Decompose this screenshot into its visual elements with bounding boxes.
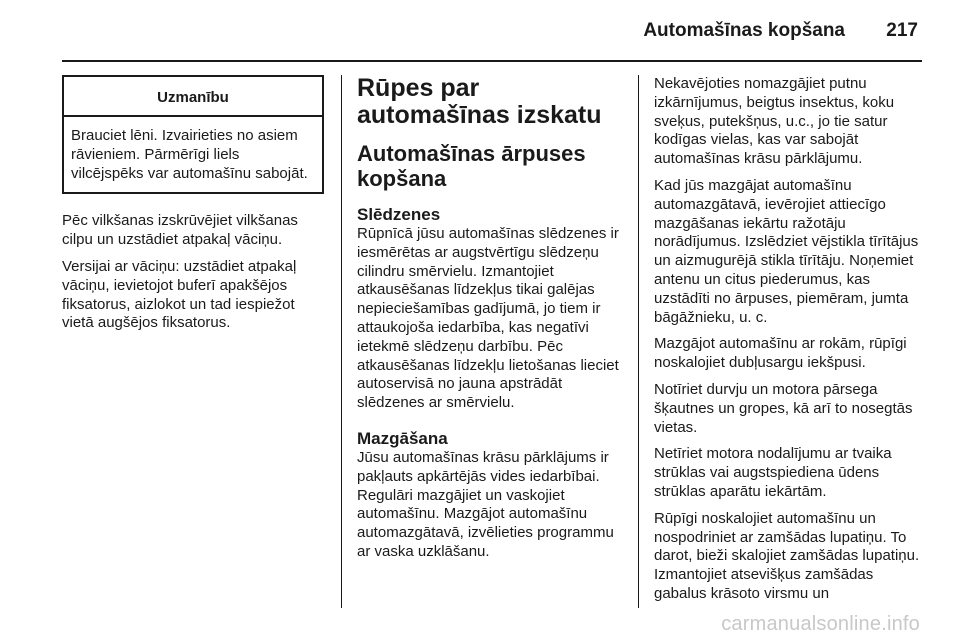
column-left <box>62 75 324 341</box>
paragraph-chamois: Rūpīgi noskalojiet automašīnu un nospodriniet ar zamšādas lupatiņu. To darot, bieži skalojiet zamšādas lupatiņu. Izmantojiet atsevišķus zamšādas gabalus krāsoto virsmu un <box>654 509 920 602</box>
column-divider-right <box>638 75 639 608</box>
watermark: carmanualsonline.info <box>721 613 920 635</box>
paragraph-bird-droppings: Nekavējoties nomazgājiet putnu izkārnījumus, beigtus insektus, koku sveķus, putekšņus, u.c., jo tie satur kodīgas vielas, kas var sabojāt automašīnas krāsu pārklājumu. <box>654 75 895 168</box>
section-heading: Automašīnas ārpuses kopšana <box>357 141 586 191</box>
page-header <box>0 0 960 60</box>
paragraph-towing-eye: Pēc vilkšanas izskrūvējiet vilkšanas cilpu un uzstādiet atpakaļ vāciņu. <box>62 212 298 249</box>
subheading-locks: Slēdzenes <box>357 205 441 224</box>
chapter-heading: Rūpes par automašīnas izskatu <box>357 74 602 129</box>
notice-title: Uzmanību <box>64 77 322 117</box>
notice-body: Brauciet lēni. Izvairieties no asiem rāvieniem. Pārmērīgi liels vilcējspēks var automašīnu sabojāt. <box>71 127 308 182</box>
paragraph-engine-bay: Netīriet motora nodalījumu ar tvaika strūklas vai augstspiediena ūdens strūklas aparātu iekārtām. <box>654 445 892 500</box>
column-middle <box>357 75 627 570</box>
column-right <box>654 75 926 612</box>
paragraph-hand-wash: Mazgājot automašīnu ar rokām, rūpīgi noskalojiet dubļusargu iekšpusi. <box>654 335 907 372</box>
page-number: 217 <box>886 20 918 41</box>
paragraph-door-edges: Notīriet durvju un motora pārsega šķautnes un gropes, kā arī to nosegtās vietas. <box>654 380 913 436</box>
caution-notice-box <box>62 75 324 194</box>
header-divider <box>62 60 922 62</box>
section-title: Automašīnas kopšana <box>643 20 845 41</box>
paragraph-cover-version: Versijai ar vāciņu: uzstādiet atpakaļ vāciņu, ievietojot buferī apakšējos fiksatorus, aizlokot un tad iespiežot vietā augšējos fiksatorus. <box>62 257 297 332</box>
paragraph-locks: Rūpnīcā jūsu automašīnas slēdzenes ir iesmērētas ar augstvērtīgu slēdzeņu cilindru smērvielu. Izmantojiet atkausēšanas līdzekļus tikai galējas nepieciešamības gadījumā, jo tiem ir attaukojoša iedarbība, kas negatīvi ietekmē slēdzeņu darbību. Pēc atkausēšanas līdzekļu lietošanas lieciet autoservisā no jauna apstrādāt slēdzenes ar smērvielu. <box>357 225 619 412</box>
column-divider-left <box>341 75 342 608</box>
paragraph-car-wash: Kad jūs mazgājat automašīnu automazgātavā, ievērojiet attiecīgo mazgāšanas iekārtu ražotāju norādījumus. Izslēdziet vējstikla tīrītājus un aizmugurējā stikla tīrītāju. Noņemiet antenu un citus piederumus, kas uzstādīti no ārpuses, piemēram, jumta bāgāžnieku, u. c. <box>654 176 919 326</box>
paragraph-washing: Jūsu automašīnas krāsu pārklājums ir pakļauts apkārtējās vides iedarbībai. Regulāri mazgājiet un vaskojiet automašīnu. Mazgājot automašīnu automazgātavā, izvēlieties programmu ar vaska uzklāšanu. <box>357 448 614 560</box>
subheading-washing: Mazgāšana <box>357 428 448 448</box>
